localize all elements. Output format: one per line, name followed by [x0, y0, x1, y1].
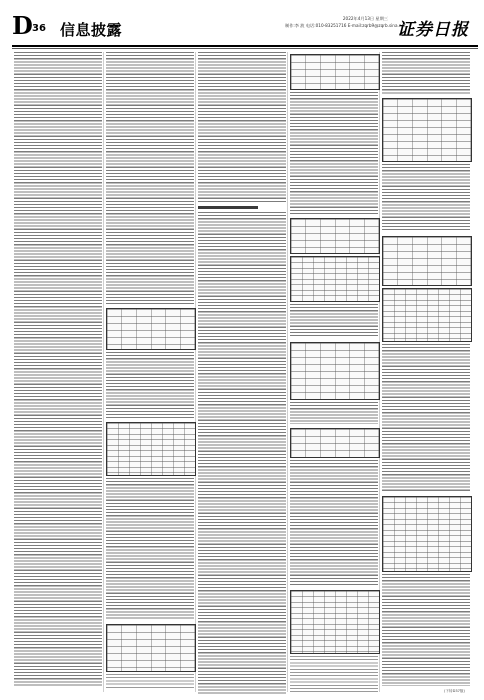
article-text [198, 212, 286, 694]
page-letter: D [12, 11, 33, 40]
section-title: 信息披露 [60, 21, 123, 39]
article-text [382, 574, 470, 686]
editor-line: 制作:李 波 电话:010-83251716 E-mail:zqrb9@zqrb.sina.net [285, 23, 406, 28]
article-text [382, 344, 470, 492]
column-divider [287, 52, 288, 692]
data-table [290, 590, 380, 654]
data-table [290, 256, 380, 302]
article-text [382, 52, 470, 94]
data-table [382, 98, 472, 162]
column-divider [103, 52, 104, 692]
data-table [290, 428, 380, 458]
header-rule-thin [12, 48, 478, 49]
data-table [382, 236, 472, 286]
header-rule [12, 45, 478, 47]
article-text [106, 352, 194, 418]
article-text [290, 304, 378, 338]
masthead [0, 0, 484, 44]
article-text [290, 656, 378, 692]
article-text [106, 478, 194, 620]
page-number: 36 [32, 23, 46, 34]
data-table [106, 624, 196, 672]
article-text [198, 52, 286, 202]
issue-date: 2022年4月13日 星期三 [342, 16, 388, 21]
data-table [290, 54, 380, 90]
data-table [382, 496, 472, 572]
article-text [290, 460, 378, 586]
data-table [290, 218, 380, 254]
article-text [382, 164, 470, 232]
data-table [382, 288, 472, 342]
section-heading [198, 206, 258, 209]
article-text [106, 674, 194, 688]
article-text [290, 402, 378, 424]
article-text [106, 52, 194, 304]
article-text [14, 52, 102, 686]
newspaper-logo: 证券日报 [397, 20, 469, 40]
data-table [106, 308, 196, 350]
column-divider [195, 52, 196, 692]
data-table [290, 342, 380, 400]
article-text [290, 92, 378, 214]
data-table [106, 422, 196, 476]
continuation-note: (下转D37版) [444, 689, 465, 693]
